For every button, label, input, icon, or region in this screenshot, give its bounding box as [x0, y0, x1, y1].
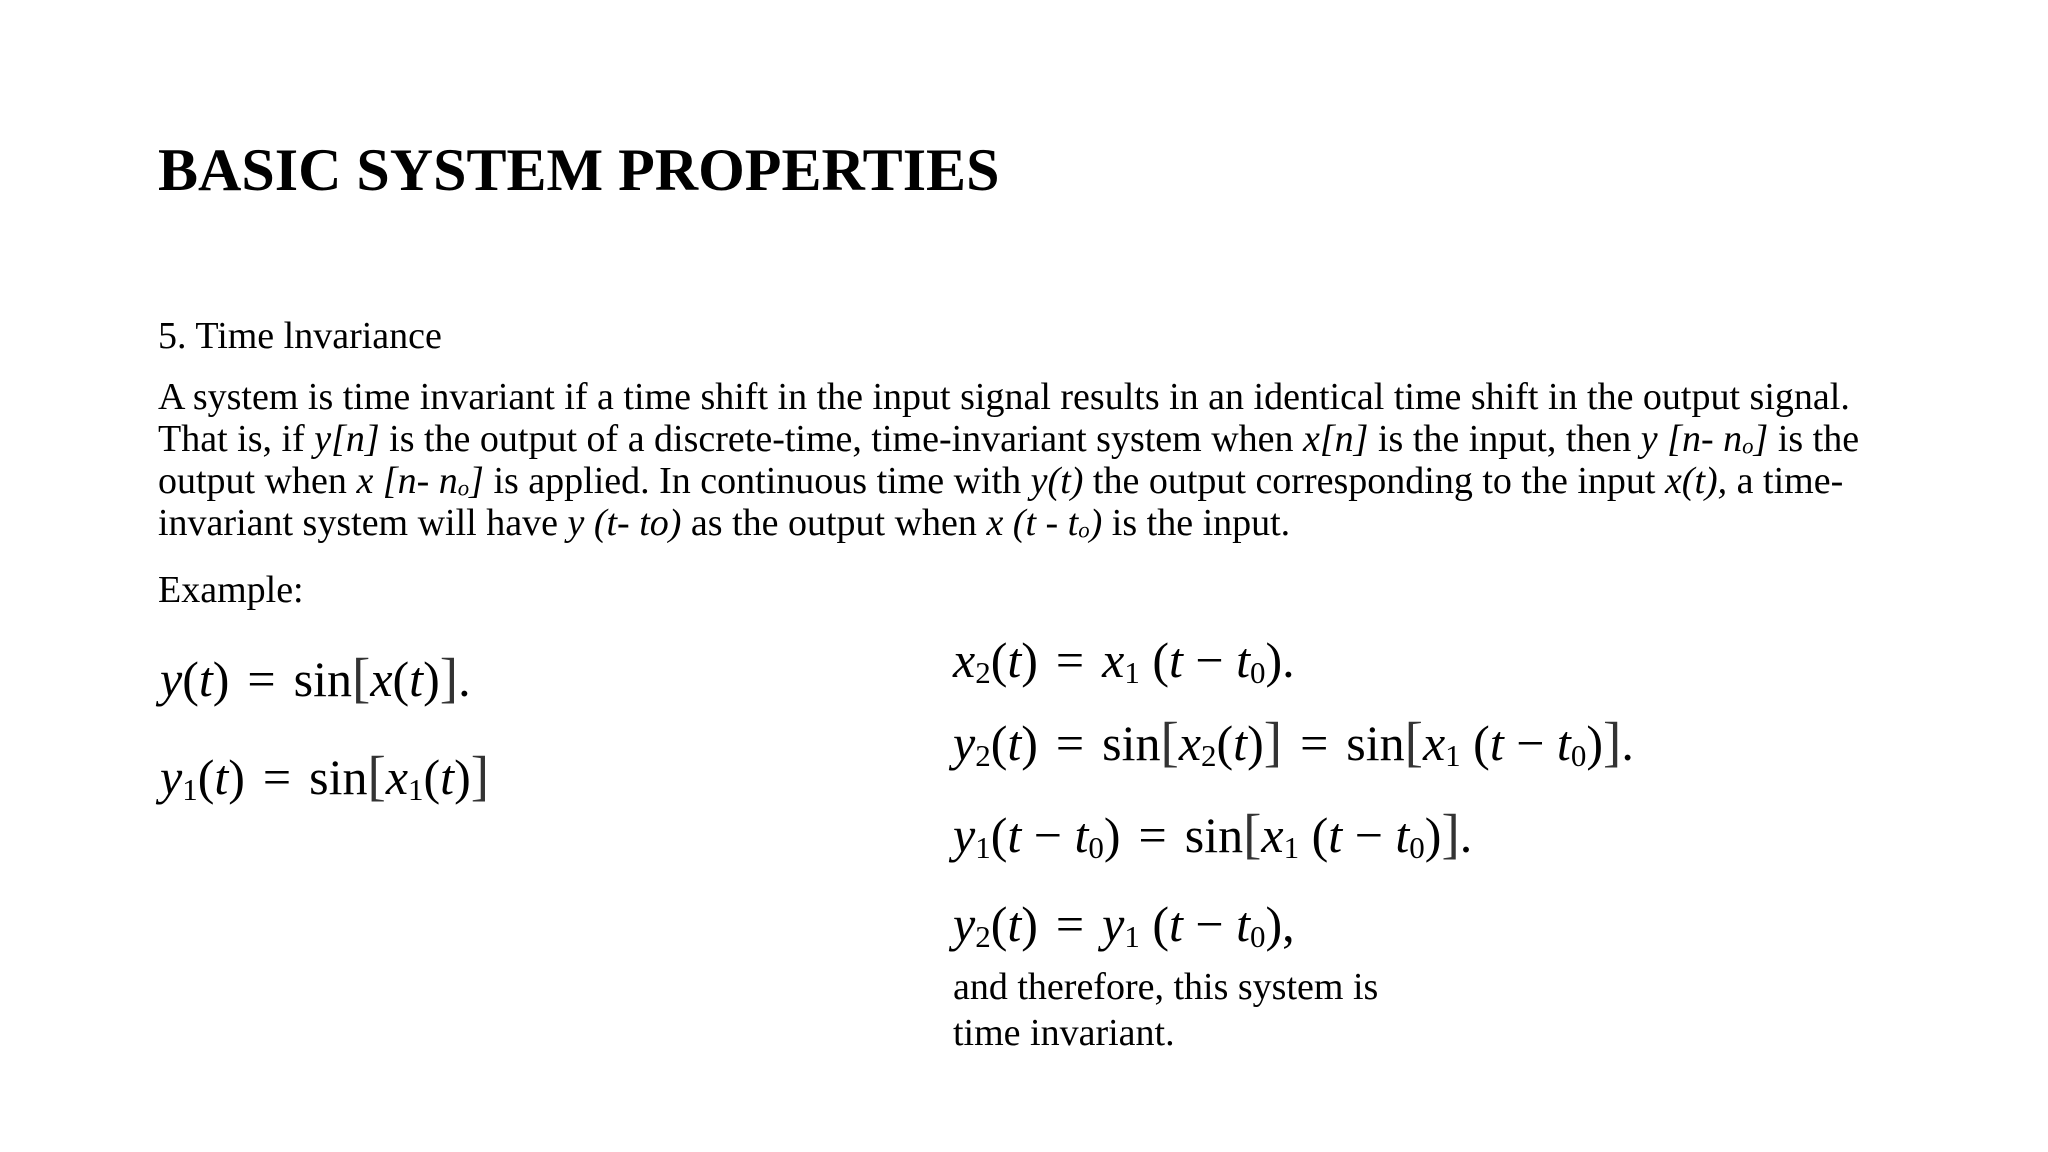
- equation-y2-equals-y1-shifted: $y_2(t) = y_1$ $(t - t_0)$,: [953, 896, 1295, 955]
- definition-paragraph: [158, 376, 1918, 544]
- paragraph-line-1: A system is time invariant if a time shift in the input signal results in an identical time shift in the output signal.: [158, 376, 1850, 418]
- paragraph-line-4: invariant system will have y (t- to) as the output when x $(t - t_o)$ is the input.: [158, 502, 1291, 544]
- example-label: Example:: [158, 569, 304, 611]
- paragraph-line-2: That is, if y[n] is the output of a discrete-time, time-invariant system when x[n] is the input, then y [n- $n_o$] is the: [158, 418, 1860, 460]
- conclusion-line-2: time invariant.: [953, 1012, 1175, 1054]
- conclusion-line-1: and therefore, this system is: [953, 966, 1379, 1008]
- paragraph-line-3: output when x [n- $n_o$] is applied. In continuous time with y(t) the output corresponding to the input x(t), a time-: [158, 460, 1844, 502]
- conclusion-text: [953, 964, 1378, 1056]
- slide-title: BASIC SYSTEM PROPERTIES: [158, 137, 1000, 203]
- equation-x2-shifted-input: $x_2(t) = x_1$ $(t - t_0)$.: [953, 632, 1295, 691]
- section-heading: 5. Time lnvariance: [158, 315, 442, 357]
- equation-system-definition: y(t) = sin[x(t)].: [160, 647, 471, 708]
- equation-y1-shifted: $y_1(t - t_0) = \sin[x_1$ $(t - t_0)$].: [953, 803, 1473, 866]
- equation-y2-output: $y_2(t) = \sin[x_2(t)] = \sin[x_1$ $(t - t_0)$].: [953, 711, 1634, 774]
- equation-y1: $y_1(t) = \sin[x_1(t)]$: [160, 745, 490, 808]
